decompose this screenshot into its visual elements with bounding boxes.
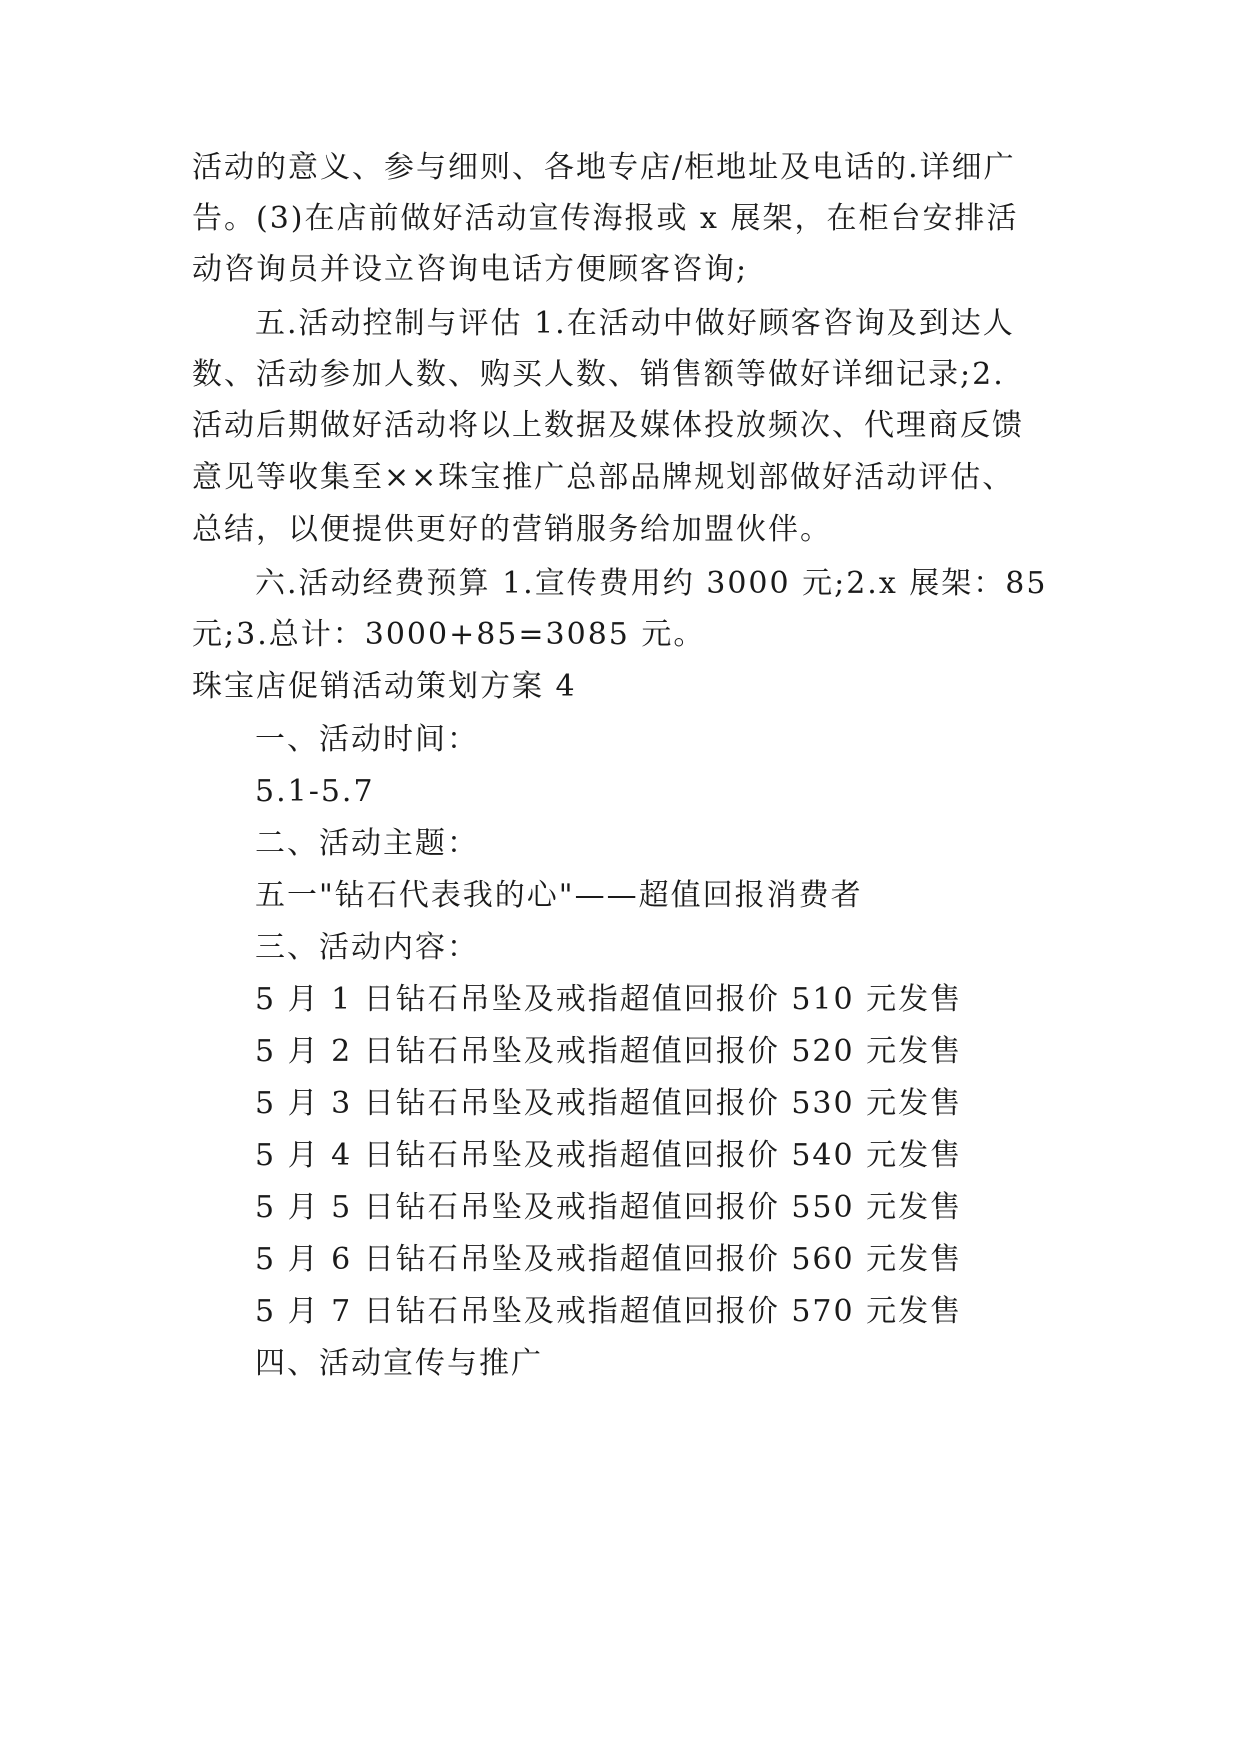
paragraph-line: 总结，以便提供更好的营销服务给加盟伙伴。 xyxy=(192,512,832,547)
document-title: 珠宝店促销活动策划方案 4 xyxy=(192,669,577,704)
section-heading-theme: 二、活动主题： xyxy=(255,826,479,861)
list-item: 5 月 5 日钻石吊坠及戒指超值回报价 550 元发售 xyxy=(255,1190,963,1225)
list-item: 5 月 7 日钻石吊坠及戒指超值回报价 570 元发售 xyxy=(255,1294,963,1329)
paragraph-line: 动咨询员并设立咨询电话方便顾客咨询; xyxy=(192,252,749,287)
list-item: 5 月 1 日钻石吊坠及戒指超值回报价 510 元发售 xyxy=(255,982,963,1017)
paragraph-line: 活动后期做好活动将以上数据及媒体投放频次、代理商反馈 xyxy=(192,408,1024,443)
section-heading-content: 三、活动内容： xyxy=(255,930,479,965)
paragraph-line: 活动的意义、参与细则、各地专店/柜地址及电话的.详细广 xyxy=(192,150,1016,185)
activity-theme: 五一"钻石代表我的心"——超值回报消费者 xyxy=(255,878,863,913)
section-heading-6: 六.活动经费预算 1.宣传费用约 3000 元;2.x 展架：85 xyxy=(255,566,1048,601)
activity-dates: 5.1-5.7 xyxy=(255,774,375,809)
list-item: 5 月 4 日钻石吊坠及戒指超值回报价 540 元发售 xyxy=(255,1138,963,1173)
paragraph-line: 意见等收集至××珠宝推广总部品牌规划部做好活动评估、 xyxy=(192,460,1015,495)
paragraph-line: 元;3.总计：3000+85=3085 元。 xyxy=(192,617,706,652)
paragraph-line: 告。(3)在店前做好活动宣传海报或 x 展架，在柜台安排活 xyxy=(192,201,1019,236)
list-item: 5 月 3 日钻石吊坠及戒指超值回报价 530 元发售 xyxy=(255,1086,963,1121)
list-item: 5 月 2 日钻石吊坠及戒指超值回报价 520 元发售 xyxy=(255,1034,963,1069)
paragraph-line: 数、活动参加人数、购买人数、销售额等做好详细记录;2. xyxy=(192,357,1005,392)
section-heading-time: 一、活动时间： xyxy=(255,722,479,757)
section-heading-5: 五.活动控制与评估 1.在活动中做好顾客咨询及到达人 xyxy=(255,306,1015,341)
list-item: 5 月 6 日钻石吊坠及戒指超值回报价 560 元发售 xyxy=(255,1242,963,1277)
section-heading-promotion: 四、活动宣传与推广 xyxy=(255,1346,543,1381)
